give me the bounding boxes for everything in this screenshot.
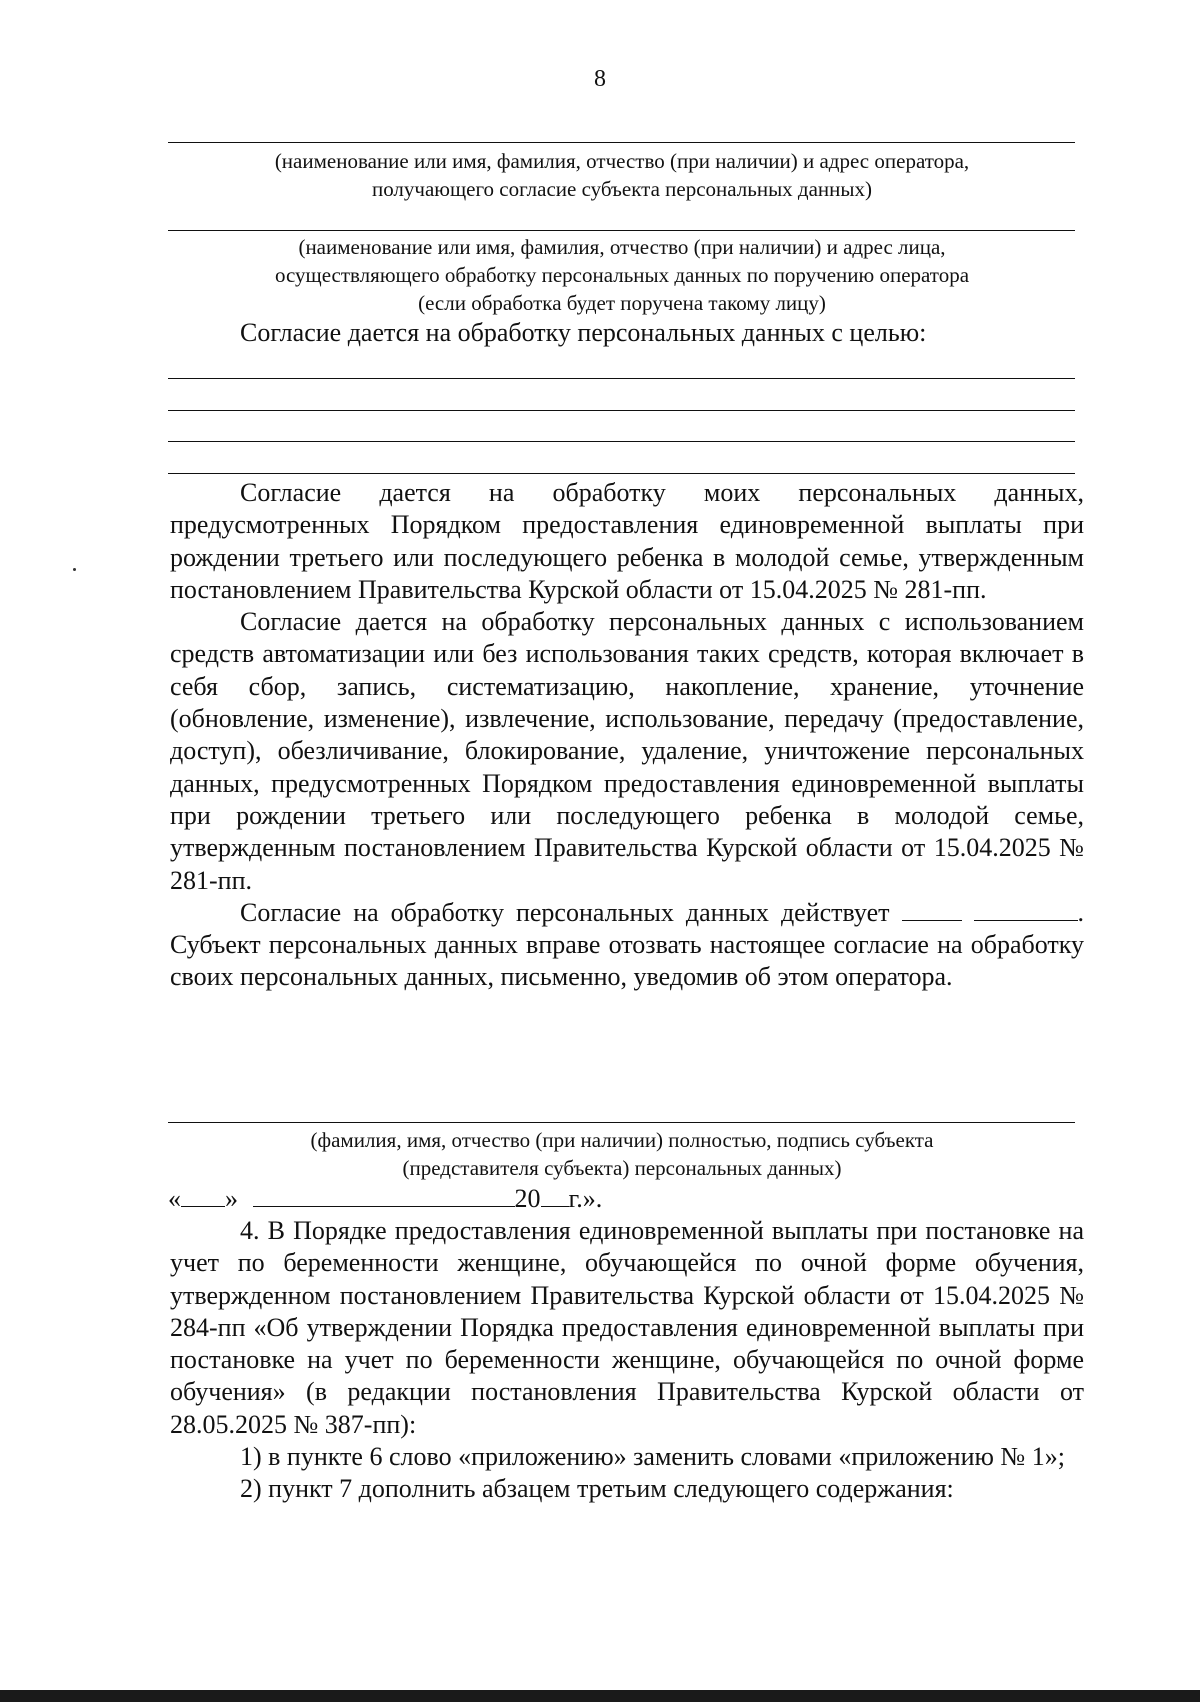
year-prefix: 20 xyxy=(514,1184,541,1213)
day-blank xyxy=(181,1184,225,1207)
operator-caption-line-2: получающего согласие субъекта персональных данных) xyxy=(371,177,873,201)
amendment-subitem-2: 2) пункт 7 дополнить абзацем третьим следующего содержания: xyxy=(240,1474,954,1504)
page-number: 8 xyxy=(594,66,606,92)
purpose-line xyxy=(168,473,1075,474)
processor-caption-line-3: (если обработка будет поручена такому лицу) xyxy=(418,291,826,315)
purpose-heading: Согласие дается на обработку персональных данных с целью: xyxy=(240,318,927,347)
month-blank xyxy=(253,1184,515,1207)
signature-line xyxy=(168,1122,1075,1123)
margin-mark xyxy=(73,568,76,571)
signature-caption-line-1: (фамилия, имя, отчество (при наличии) полностью, подпись субъекта xyxy=(310,1128,934,1152)
operator-caption-line-1: (наименование или имя, фамилия, отчество (при наличии) и адрес оператора, xyxy=(274,149,970,173)
validity-blank xyxy=(974,898,1078,921)
validity-text-start: Согласие на обработку персональных данных действует xyxy=(240,897,890,927)
date-open-quote: « xyxy=(168,1184,181,1213)
processor-line xyxy=(168,230,1075,231)
consent-validity-paragraph xyxy=(170,897,1084,994)
operator-line xyxy=(168,142,1075,143)
scan-edge xyxy=(0,1690,1200,1702)
year-suffix: г.». xyxy=(568,1184,603,1213)
amendment-item-4: 4. В Порядке предоставления единовременной выплаты при постановке на учет по беременности женщине, обучающейся по очной форме обучения, утвержденном постановлением Правительства Курской области от 15.04.2025 № 284-пп «Об утверждении Порядка предоставления единовременной выплаты при постановке на учет по беременности женщине, обучающейся по очной форме обучения» (в редакции постановления Правительства Курской области от 28.05.2025 № 387-пп): xyxy=(170,1216,1084,1439)
consent-body xyxy=(170,477,1084,994)
year-blank xyxy=(541,1184,569,1207)
purpose-line xyxy=(168,378,1075,379)
processor-caption xyxy=(170,233,1074,317)
consent-actions-paragraph: Согласие дается на обработку персональных данных с использованием средств автоматизации или без использования таких средств, которая включает в себя сбор, запись, систематизацию, накопление, хранение, уточнение (обновление, изменение), извлечение, использование, передачу (предоставление, доступ), обезличивание, блокирование, удаление, уничтожение персональных данных, предусмотренных Порядком предоставления единовременной выплаты при рождении третьего или последующего ребенка в молодой семье, утвержденным постановлением Правительства Курской области от 15.04.2025 № 281-пп. xyxy=(170,607,1084,895)
consent-scope-paragraph: Согласие дается на обработку моих персональных данных, предусмотренных Порядком предоставления единовременной выплаты при рождении третьего или последующего ребенка в молодой семье, утвержденным постановлением Правительства Курской области от 15.04.2025 № 281-пп. xyxy=(170,478,1084,604)
processor-caption-line-1: (наименование или имя, фамилия, отчество (при наличии) и адрес лица, xyxy=(298,235,946,259)
signature-caption-line-2: (представителя субъекта) персональных данных) xyxy=(402,1156,842,1180)
processor-caption-line-2: осуществляющего обработку персональных данных по поручению оператора xyxy=(274,263,970,287)
purpose-line xyxy=(168,441,1075,442)
amendment-body xyxy=(170,1215,1084,1506)
amendment-subitem-1: 1) в пункте 6 слово «приложению» заменить словами «приложению № 1»; xyxy=(240,1442,1065,1472)
operator-caption xyxy=(170,147,1074,203)
purpose-line xyxy=(168,410,1075,411)
validity-blank xyxy=(902,898,962,921)
signature-caption xyxy=(170,1126,1074,1182)
validity-text-end: . Субъект персональных данных вправе отозвать настоящее согласие на обработку своих персональных данных, письменно, уведомив об этом оператора. xyxy=(170,897,1085,992)
date-line xyxy=(168,1183,602,1215)
date-close-quote: » xyxy=(225,1184,238,1213)
